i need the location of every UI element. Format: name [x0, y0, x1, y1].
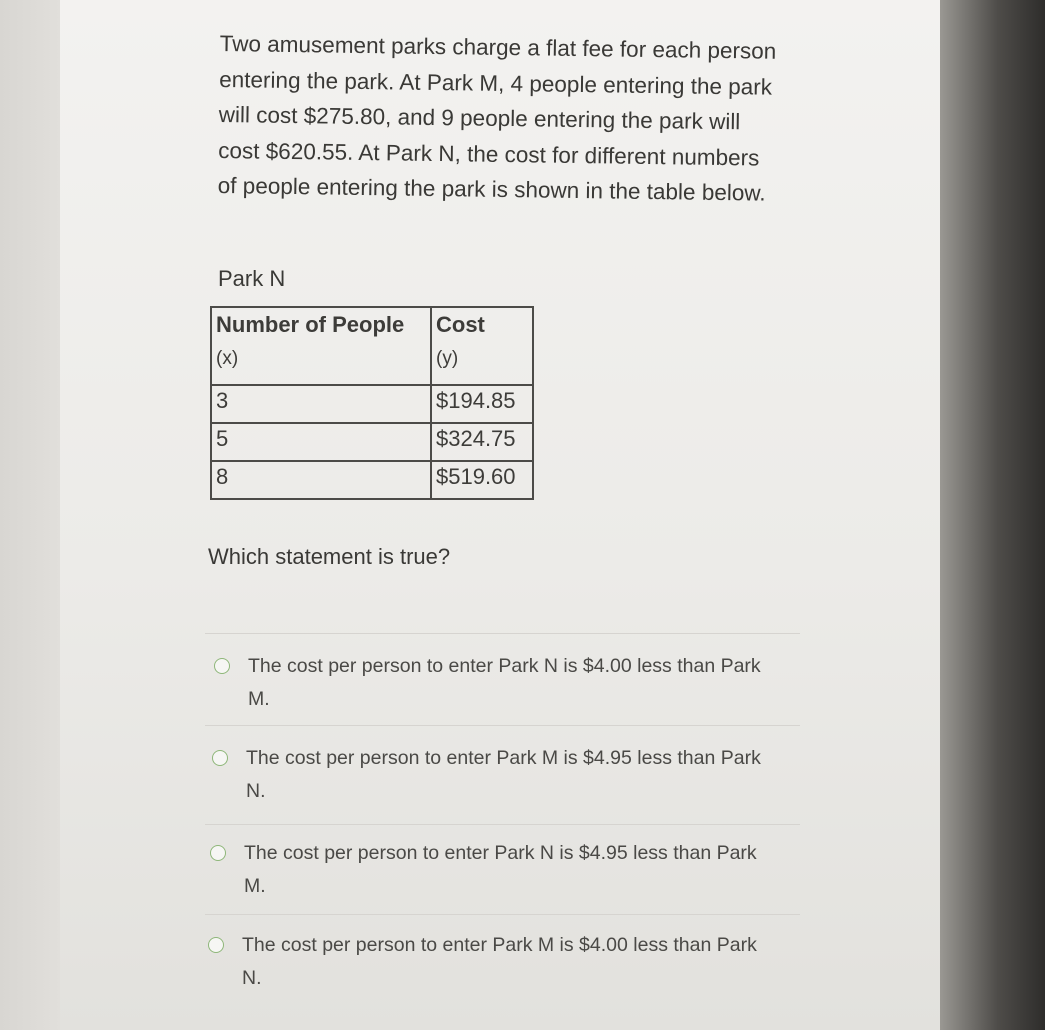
table-caption: Park N [218, 266, 286, 291]
divider [205, 633, 800, 634]
table-cell: 8 [211, 461, 431, 499]
table-row [211, 423, 533, 461]
answer-option-3[interactable] [210, 837, 770, 903]
radio-button[interactable] [214, 658, 230, 674]
header-label: Cost [436, 312, 485, 337]
radio-button[interactable] [212, 750, 228, 766]
screen-left-margin [0, 0, 60, 1030]
header-unit: (x) [216, 348, 239, 369]
park-n-table [210, 306, 534, 500]
table-cell: 5 [211, 423, 431, 461]
table-cell: $324.75 [431, 423, 533, 461]
header-number-of-people [211, 307, 431, 385]
radio-button[interactable] [208, 937, 224, 953]
option-label: The cost per person to enter Park N is $4.95 less than Park M. [244, 842, 757, 897]
table-cell: 3 [211, 385, 431, 423]
table-header-row [211, 307, 533, 385]
option-label: The cost per person to enter Park M is $4.95 less than Park N. [246, 747, 761, 802]
table-row [211, 385, 533, 423]
answer-option-1[interactable] [214, 650, 774, 716]
header-label: Number of People [216, 312, 405, 337]
radio-button[interactable] [210, 845, 226, 861]
divider [205, 914, 800, 915]
question-text: Two amusement parks charge a flat fee for each person entering the park. At Park M, 4 people entering the park will cost $275.80, and 9 people entering the park will cost $620.55. At Park N, the cost for different numbers of people entering the park is shown in the table below. [217, 30, 777, 206]
divider [205, 824, 800, 825]
answer-option-4[interactable] [208, 929, 768, 995]
table-row [211, 461, 533, 499]
table-cell: $194.85 [431, 385, 533, 423]
screen-right-margin [940, 0, 1045, 1030]
divider [205, 725, 800, 726]
answer-option-2[interactable] [212, 742, 772, 808]
table-cell: $519.60 [431, 461, 533, 499]
option-label: The cost per person to enter Park M is $4.00 less than Park N. [242, 934, 757, 989]
header-cost [431, 307, 533, 385]
question-prompt: Which statement is true? [208, 544, 451, 569]
header-unit: (y) [436, 348, 459, 369]
option-label: The cost per person to enter Park N is $4.00 less than Park M. [248, 655, 761, 710]
